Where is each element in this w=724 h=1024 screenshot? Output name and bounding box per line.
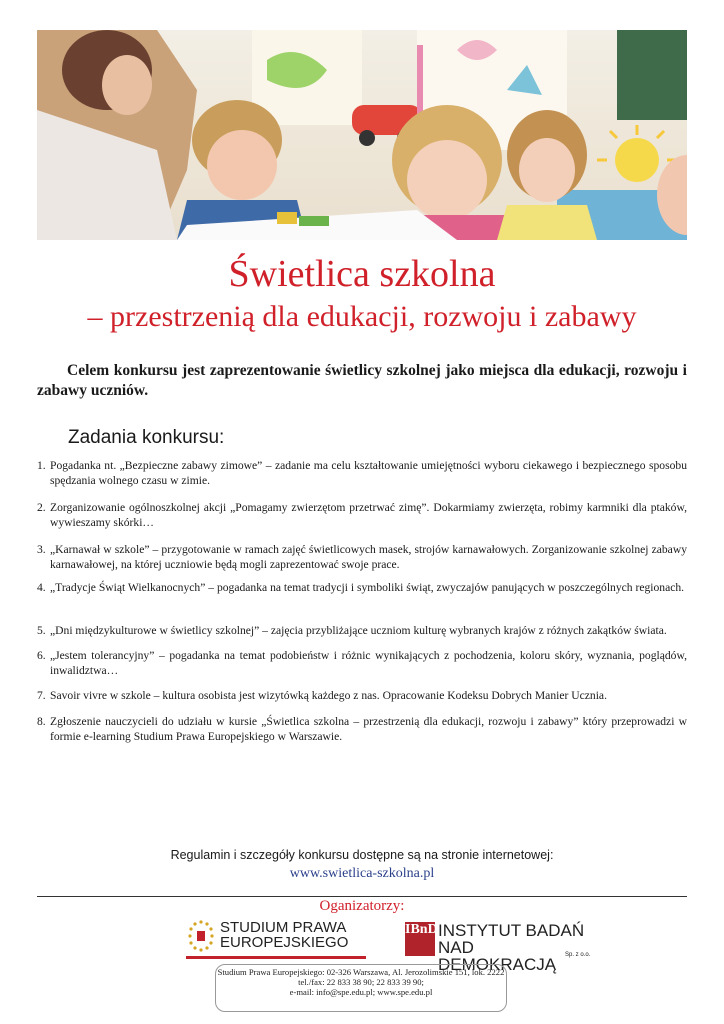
contact-box [215,964,507,1012]
task-text: Zgłoszenie nauczycieli do udziału w kursie „Świetlica szkolna – przestrzenią dla edukacji, rozwoju i zabawy” który przeprowadzi w formie e-learning Studium Prawa Europejskiego w Warszawie. [50,715,687,743]
logo-spe-line2: EUROPEJSKIEGO [220,934,349,951]
task-number: 5. [37,624,46,637]
task-text: Savoir vivre w szkole – kultura osobista jest wizytówką każdego z nas. Opracowanie Kodeksu Dobrych Manier Ucznia. [50,689,607,702]
task-item [37,714,687,744]
task-number: 8. [37,715,46,728]
task-item [37,458,687,488]
task-text: „Jestem tolerancyjny” – pogadanka na temat podobieństw i różnic wynikających z pochodzenia, koloru skóry, wyznania, poglądów, inwalidztwa… [50,649,687,677]
task-item [37,623,687,638]
eu-stars-icon [186,918,216,954]
logo-instytut-badan [405,921,595,974]
header-photo [37,30,687,240]
tasks-heading: Zadania konkursu: [68,427,225,448]
task-item [37,580,687,595]
contact-phone: tel./fax: 22 833 38 90; 22 833 39 90; [298,977,424,987]
task-item [37,500,687,530]
lead-paragraph: Celem konkursu jest zaprezentowanie świetlicy szkolnej jako miejsca dla edukacji, rozwoju i zabawy uczniów. [37,362,687,399]
website-link[interactable]: www.swietlica-szkolna.pl [289,866,435,881]
divider [37,896,687,897]
task-number: 7. [37,689,46,702]
contact-address: Studium Prawa Europejskiego: 02-326 Warszawa, Al. Jerozolimskie 151, lok. 2222 [217,967,505,977]
task-item [37,688,687,703]
task-text: Pogadanka nt. „Bezpieczne zabawy zimowe” – zadanie ma celu kształtowanie umiejętności wyboru ciekawego i bezpiecznego sposobu spędzania wolnego czasu w zimie. [50,459,687,487]
organizers-label: Oganizatorzy: [319,898,405,914]
task-number: 2. [37,501,46,514]
task-item [37,648,687,678]
task-item [37,542,687,572]
contact-email: e-mail: info@spe.edu.pl; www.spe.edu.pl [289,987,433,997]
task-text: „Karnawał w szkole” – przygotowanie w ramach zajęć świetlicowych masek, strojów karnawałowych. Zorganizowanie szkolnej zabawy karnawałowej, na której uczniowie będą mogli zaprezentować swoje prace. [50,543,687,571]
page-subtitle: – przestrzenią dla edukacji, rozwoju i zabawy [87,300,637,333]
rules-text: Regulamin i szczegóły konkursu dostępne są na stronie internetowej: [170,848,554,862]
task-text: „Tradycje Świąt Wielkanocnych” – pogadanka na temat tradycji i symboliki świąt, zwyczajów panujących w poszczególnych regionach. [50,581,685,594]
task-number: 4. [37,581,46,594]
ibd-mark-icon: IBnD [405,922,435,956]
logo-studium-prawa-europejskiego [186,918,366,960]
page-title: Świetlica szkolna [228,253,496,295]
task-number: 6. [37,649,46,662]
task-text: „Dni międzykulturowe w świetlicy szkolnej” – zajęcia przybliżające uczniom kulturę wybranych krajów z różnych zakątków świata. [50,624,667,637]
task-text: Zorganizowanie ogólnoszkolnej akcji „Pomagamy zwierzętom przetrwać zimę”. Dokarmiamy zwierzęta, robimy karmniki dla ptaków, wywieszamy skórki… [50,501,687,529]
logo-ibd-line1: INSTYTUT BADAŃ [438,921,585,940]
logo-spe-bar [186,956,366,959]
task-number: 1. [37,459,46,472]
task-number: 3. [37,543,46,556]
logo-ibd-line2: NAD DEMOKRACJĄ [438,938,557,974]
logo-ibd-suffix: Sp. z o.o. [565,952,591,958]
logo-spe-line1: STUDIUM PRAWA [220,919,347,936]
